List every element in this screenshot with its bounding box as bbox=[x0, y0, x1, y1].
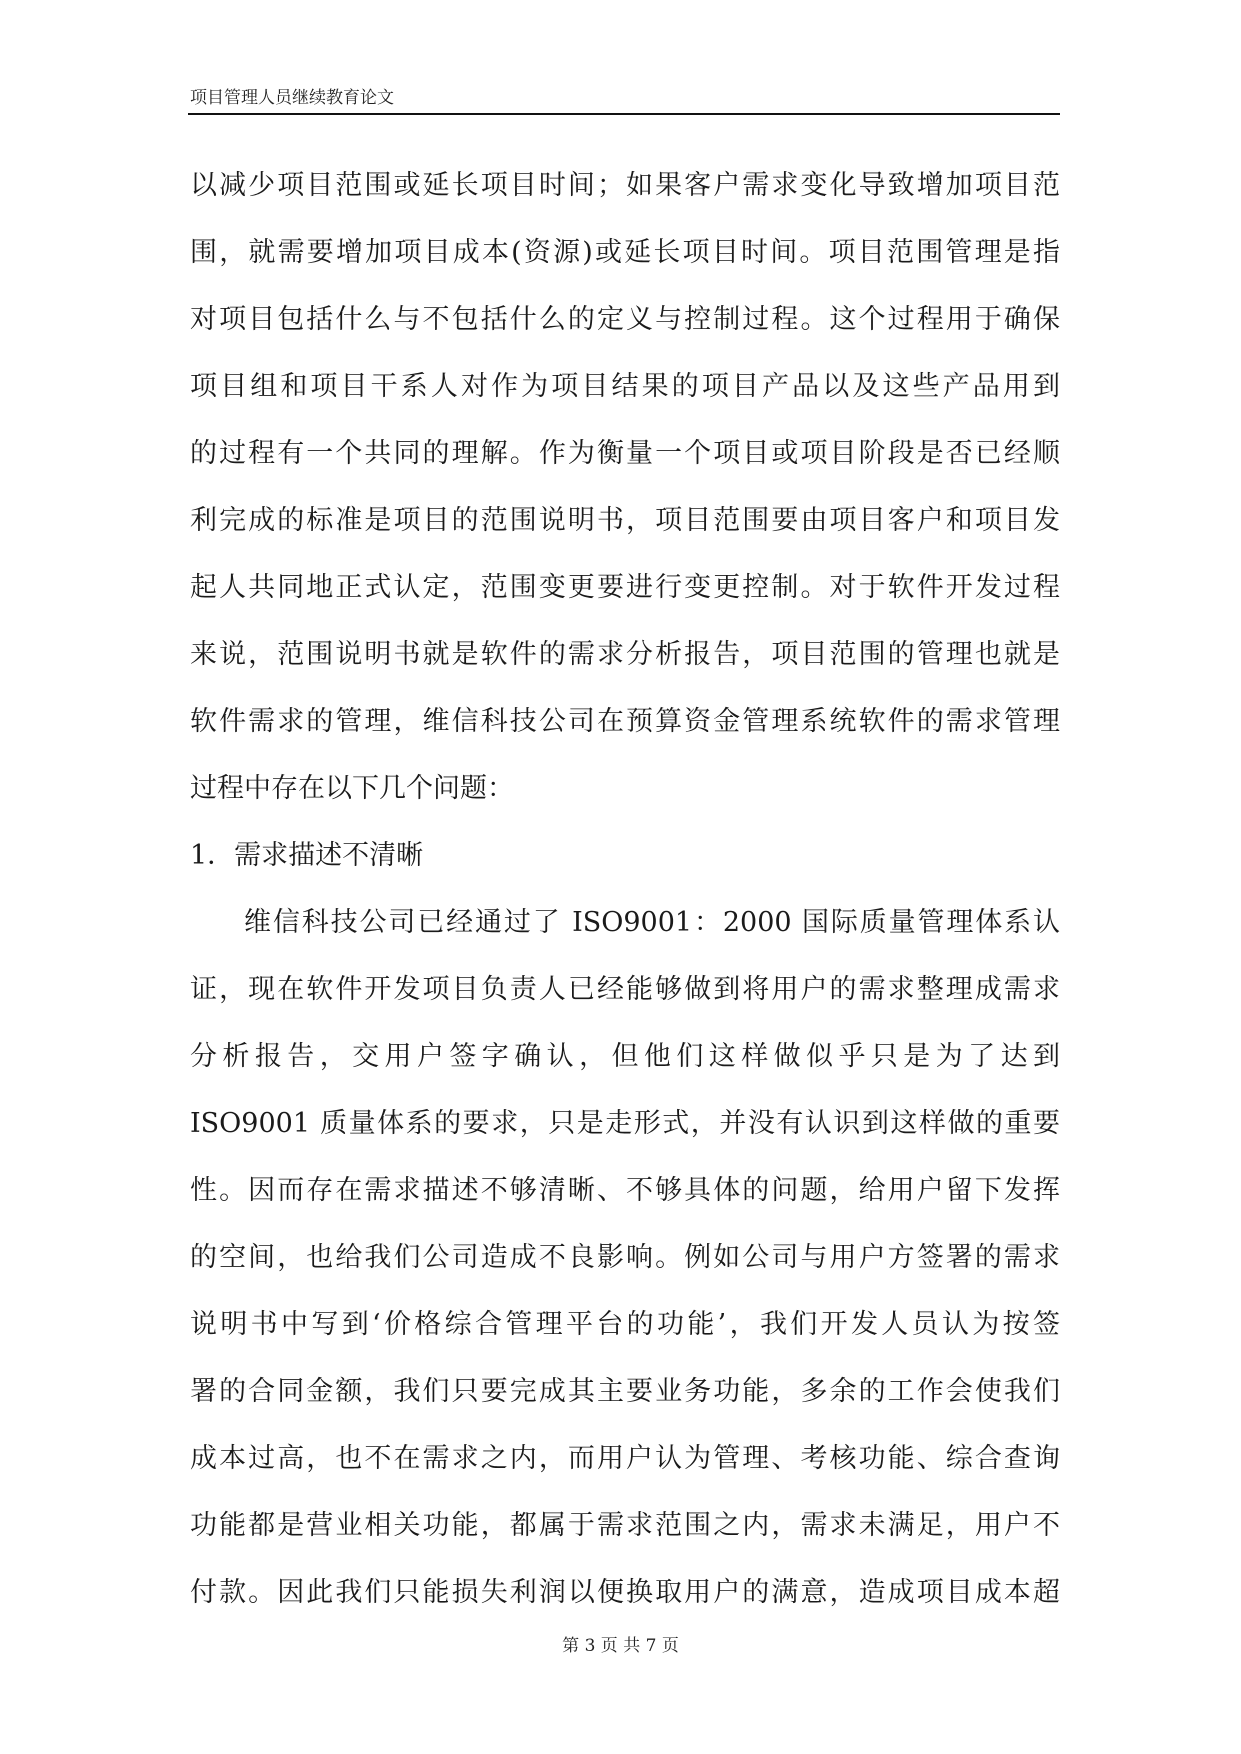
text-line: 过程中存在以下几个问题： bbox=[190, 773, 514, 804]
text-line: 项目组和项目干系人对作为项目结果的项目产品以及这些产品用到 bbox=[190, 371, 1060, 402]
text-line: 性。因而存在需求描述不够清晰、不够具体的问题，给用户留下发挥 bbox=[190, 1175, 1060, 1206]
running-header: 项目管理人员继续教育论文 bbox=[190, 88, 394, 108]
body-text bbox=[190, 152, 1060, 1626]
text-line: 功能都是营业相关功能，都属于需求范围之内，需求未满足，用户不 bbox=[190, 1510, 1060, 1541]
text-line: 利完成的标准是项目的范围说明书，项目范围要由项目客户和项目发 bbox=[190, 505, 1060, 536]
text-line: 起人共同地正式认定，范围变更要进行变更控制。对于软件开发过程 bbox=[190, 572, 1060, 603]
text-line: 证，现在软件开发项目负责人已经能够做到将用户的需求整理成需求 bbox=[190, 974, 1060, 1005]
text-line: 以减少项目范围或延长项目时间；如果客户需求变化导致增加项目范 bbox=[190, 170, 1060, 201]
text-line: 成本过高，也不在需求之内，而用户认为管理、考核功能、综合查询 bbox=[190, 1443, 1060, 1474]
page-number-footer: 第 3 页 共 7 页 bbox=[562, 1636, 679, 1656]
text-line: 软件需求的管理，维信科技公司在预算资金管理系统软件的需求管理 bbox=[190, 706, 1060, 737]
text-line: 分析报告，交用户签字确认，但他们这样做似乎只是为了达到 bbox=[190, 1041, 1060, 1072]
text-line: 来说，范围说明书就是软件的需求分析报告，项目范围的管理也就是 bbox=[190, 639, 1060, 670]
text-line: 1．需求描述不清晰 bbox=[190, 840, 424, 871]
text-line: 付款。因此我们只能损失利润以便换取用户的满意，造成项目成本超 bbox=[190, 1577, 1060, 1608]
text-line: 维信科技公司已经通过了 ISO9001：2000 国际质量管理体系认 bbox=[244, 907, 1060, 938]
header-divider bbox=[188, 113, 1060, 115]
text-line: 的过程有一个共同的理解。作为衡量一个项目或项目阶段是否已经顺 bbox=[190, 438, 1060, 469]
text-line: 说明书中写到‘价格综合管理平台的功能’，我们开发人员认为按签 bbox=[190, 1309, 1060, 1340]
text-line: 对项目包括什么与不包括什么的定义与控制过程。这个过程用于确保 bbox=[190, 304, 1060, 335]
text-line: 围，就需要增加项目成本(资源)或延长项目时间。项目范围管理是指 bbox=[190, 237, 1060, 268]
text-line: ISO9001 质量体系的要求，只是走形式，并没有认识到这样做的重要 bbox=[190, 1108, 1060, 1139]
text-line: 署的合同金额，我们只要完成其主要业务功能，多余的工作会使我们 bbox=[190, 1376, 1060, 1407]
text-line: 的空间，也给我们公司造成不良影响。例如公司与用户方签署的需求 bbox=[190, 1242, 1060, 1273]
